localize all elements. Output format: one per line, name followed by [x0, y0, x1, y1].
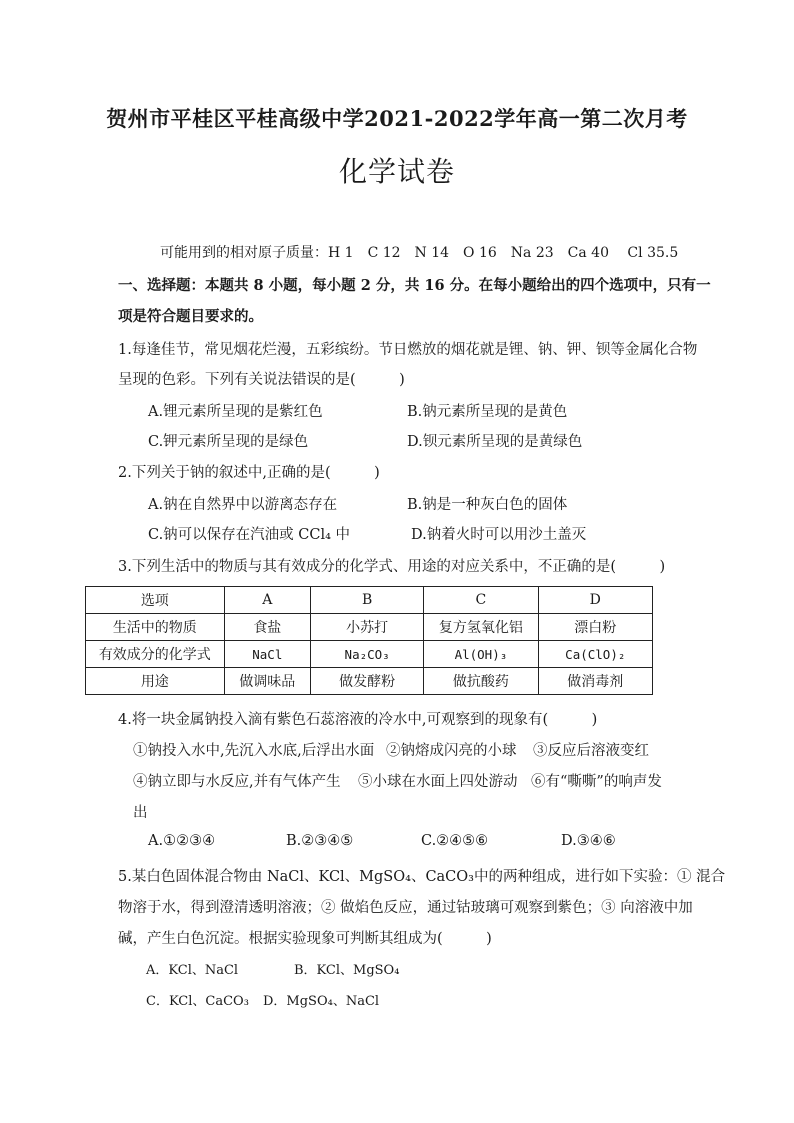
table-cell: B — [311, 587, 424, 614]
table-cell: 用途 — [86, 668, 225, 695]
table-cell: Na₂CO₃ — [311, 641, 424, 668]
table-cell: A — [224, 587, 310, 614]
table-header-row — [86, 587, 653, 614]
atomic-masses: 可能用到的相对原子质量：H 1 C 12 N 14 O 16 Na 23 Ca 40 Cl 35.5 — [160, 245, 679, 261]
table-cell: 做消毒剂 — [538, 668, 652, 695]
q2-stem: 2.下列关于钠的叙述中,正确的是( ) — [118, 465, 380, 481]
table-row — [86, 668, 653, 695]
q1-option-b: B.钠元素所呈现的是黄色 — [407, 404, 568, 420]
section-heading-line2: 项是符合题目要求的。 — [118, 308, 263, 325]
q2-option-d: D.钠着火时可以用沙土盖灭 — [411, 527, 587, 543]
q5-stem-line1: 5.某白色固体混合物由 NaCl、KCl、MgSO₄、CaCO₃中的两种组成，进行如下实验：① 混合 — [118, 869, 726, 885]
table-cell: 生活中的物质 — [86, 614, 225, 641]
table-row — [86, 641, 653, 668]
q5-option-b: B．KCl、MgSO₄ — [294, 963, 400, 978]
table-cell: NaCl — [224, 641, 310, 668]
q5-option-d: D．MgSO₄、NaCl — [263, 994, 380, 1009]
q3-stem: 3.下列生活中的物质与其有效成分的化学式、用途的对应关系中，不正确的是( ) — [118, 559, 666, 575]
q1-option-d: D.钡元素所呈现的是黄绿色 — [407, 434, 583, 450]
table-cell: 食盐 — [224, 614, 310, 641]
q5-option-c: C．KCl、CaCO₃ — [146, 994, 249, 1009]
table-cell: 有效成分的化学式 — [86, 641, 225, 668]
table-cell: 做调味品 — [224, 668, 310, 695]
exam-subtitle: 化学试卷 — [338, 155, 455, 188]
q2-option-c: C.钠可以保存在汽油或 CCl₄ 中 — [148, 527, 351, 543]
table-cell: 复方氢氧化铝 — [424, 614, 538, 641]
q1-option-a: A.锂元素所呈现的是紫红色 — [148, 404, 323, 420]
q4-observation-4: ④钠立即与水反应,并有气体产生 — [133, 774, 341, 790]
table-row — [86, 614, 653, 641]
table-cell: 做发酵粉 — [311, 668, 424, 695]
q4-observation-1: ①钠投入水中,先沉入水底,后浮出水面 — [133, 743, 375, 759]
exam-title: 贺州市平桂区平桂高级中学2021-2022学年高一第二次月考 — [106, 106, 688, 131]
q4-option-a: A.①②③④ — [148, 833, 216, 849]
q1-stem-line1: 1.每逢佳节，常见烟花烂漫，五彩缤纷。节日燃放的烟花就是锂、钠、钾、钡等金属化合物 — [118, 342, 698, 358]
q4-stem: 4.将一块金属钠投入滴有紫色石蕊溶液的冷水中,可观察到的现象有( ) — [118, 712, 598, 728]
q4-option-c: C.②④⑤⑥ — [421, 833, 489, 849]
q5-stem-line3: 碱，产生白色沉淀。根据实验现象可判断其组成为( ) — [118, 931, 492, 947]
table-cell: Ca(ClO)₂ — [538, 641, 652, 668]
q1-option-c: C.钾元素所呈现的是绿色 — [148, 434, 309, 450]
section-heading-line1: 一、选择题：本题共 8 小题，每小题 2 分，共 16 分。在每小题给出的四个选项中，只有一 — [118, 277, 711, 294]
q4-observation-6-cont: 出 — [133, 805, 148, 821]
q5-option-a: A．KCl、NaCl — [146, 963, 239, 978]
q3-table — [85, 586, 653, 695]
table-cell: 做抗酸药 — [424, 668, 538, 695]
q1-stem-line2: 呈现的色彩。下列有关说法错误的是( ) — [118, 372, 405, 388]
q4-observation-2: ②钠熔成闪亮的小球 — [386, 743, 517, 759]
q5-stem-line2: 物溶于水，得到澄清透明溶液；② 做焰色反应，通过钴玻璃可观察到紫色；③ 向溶液中加 — [118, 900, 693, 916]
table-cell: 小苏打 — [311, 614, 424, 641]
q4-observation-3: ③反应后溶液变红 — [533, 743, 649, 759]
table-cell: Al(OH)₃ — [424, 641, 538, 668]
q2-option-a: A.钠在自然界中以游离态存在 — [148, 497, 338, 513]
table-cell: D — [538, 587, 652, 614]
q4-option-b: B.②③④⑤ — [286, 833, 354, 849]
table-cell: 漂白粉 — [538, 614, 652, 641]
q2-option-b: B.钠是一种灰白色的固体 — [407, 497, 568, 513]
table-cell: C — [424, 587, 538, 614]
q4-option-d: D.③④⑥ — [561, 833, 616, 849]
q4-observation-6: ⑥有“嘶嘶”的响声发 — [531, 774, 662, 790]
q4-observation-5: ⑤小球在水面上四处游动 — [358, 774, 518, 790]
table-cell: 选项 — [86, 587, 225, 614]
